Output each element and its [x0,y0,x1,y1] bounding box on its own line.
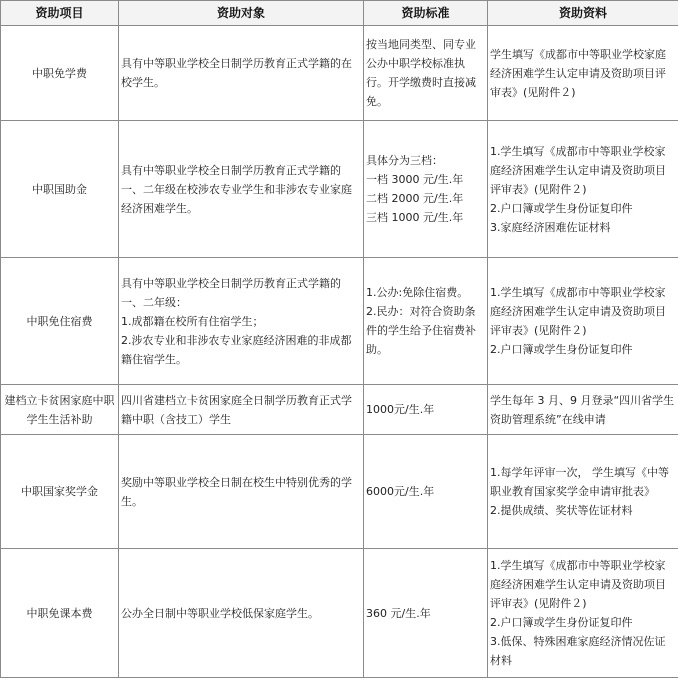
cell-standard-line: 1.公办:免除住宿费。 [366,286,469,299]
cell-target-line: 1.成都籍在校所有住宿学生； [121,314,264,328]
cell-target-line: 具有中等职业学校全日制学历教育正式学籍的在校学生。 [121,57,352,89]
cell-docs-line: 1.学生填写《成都市中等职业学校家庭经济困难学生认定申请及资助项目评审表》(见附件２) [490,559,666,610]
cell-docs-line: 2.提供成绩、奖状等佐证材料 [490,504,633,517]
cell-standard [364,549,488,678]
cell-target-line: 具有中等职业学校全日制学历教育正式学籍的一、二年级： [121,276,341,309]
cell-standard-line: 2.民办：对符合资助条件的学生给予住宿费补助。 [366,305,476,356]
cell-docs [488,258,678,385]
cell-target [119,121,364,258]
cell-docs-line: 学生每年 3 月、9 月登录“四川省学生资助管理系统”在线申请 [490,393,675,426]
cell-standard [364,385,488,435]
cell-target-line: 四川省建档立卡贫困家庭全日制学历教育正式学籍中职（含技工）学生 [121,393,352,426]
cell-item [1,258,119,385]
cell-target-line: 奖励中等职业学校全日制在校生中特别优秀的学生。 [121,475,352,508]
header-item: 资助项目 [1,1,119,26]
cell-item-line: 中职免学费 [32,66,87,80]
cell-docs-line: 学生填写《成都市中等职业学校家庭经济困难学生认定申请及资助项目评审表》(见附件２) [490,47,666,99]
cell-standard [364,258,488,385]
cell-docs-line: 3.家庭经济困难佐证材料 [490,220,611,234]
table-row [1,435,678,549]
cell-docs-line: 2.户口簿或学生身份证复印件 [490,616,633,629]
cell-target [119,26,364,121]
cell-docs [488,385,678,435]
cell-docs [488,549,678,678]
cell-docs [488,435,678,549]
cell-item [1,26,119,121]
cell-docs-line: 3.低保、特殊困难家庭经济情况佐证材料 [490,635,666,667]
table-row [1,385,678,435]
cell-item-line: 中职免课本费 [26,606,93,620]
cell-target-line: 公办全日制中等职业学校低保家庭学生。 [121,606,319,620]
cell-target-line: 2.涉农专业和非涉农专业家庭经济困难的非成都籍住宿学生。 [121,333,352,366]
cell-target [119,385,364,435]
cell-target-line: 具有中等职业学校全日制学历教育正式学籍的一、二年级在校涉农专业学生和非涉农专业家庭经济困难学生。 [121,163,352,215]
cell-standard-line: 按当地同类型、同专业公办中职学校标准执行。开学缴费时直接减免。 [366,38,476,108]
cell-docs-line: 1.每学年评审一次， 学生填写《中等职业教育国家奖学金申请审批表》 [490,466,669,498]
cell-item [1,385,119,435]
cell-item-line: 中职国助金 [32,182,87,196]
cell-item [1,121,119,258]
cell-standard-line: 三档 1000 元/生.年 [366,211,464,224]
cell-standard-line: 6000元/生.年 [366,485,435,498]
header-row [1,1,678,26]
cell-standard [364,435,488,549]
cell-standard-line: 1000元/生.年 [366,403,435,416]
cell-docs-line: 1.学生填写《成都市中等职业学校家庭经济困难学生认定申请及资助项目评审表》(见附件２) [490,286,666,337]
cell-docs [488,121,678,258]
cell-standard [364,26,488,121]
cell-standard [364,121,488,258]
table-row [1,121,678,258]
cell-item [1,435,119,549]
cell-target [119,258,364,385]
cell-standard-line: 一档 3000 元/生.年 [366,173,464,186]
cell-standard-line: 二档 2000 元/生.年 [366,192,464,205]
cell-docs-line: 2.户口簿或学生身份证复印件 [490,201,633,215]
cell-docs-line: 2.户口簿或学生身份证复印件 [490,343,633,356]
table-row [1,258,678,385]
cell-item-line: 中职国家奖学金 [21,485,98,498]
cell-target [119,435,364,549]
cell-target [119,549,364,678]
cell-item [1,549,119,678]
cell-item-line: 建档立卡贫困家庭中职学生生活补助 [4,393,115,426]
cell-item-line: 中职免住宿费 [26,314,93,328]
cell-docs-line: 1.学生填写《成都市中等职业学校家庭经济困难学生认定申请及资助项目评审表》(见附件２) [490,144,666,196]
table-row [1,549,678,678]
header-docs: 资助资料 [488,1,678,26]
table-row [1,26,678,121]
header-target: 资助对象 [119,1,364,26]
cell-standard-line: 具体分为三档： [366,154,443,167]
cell-docs [488,26,678,121]
cell-standard-line: 360 元/生.年 [366,606,431,620]
table-body [1,26,678,678]
header-standard: 资助标准 [364,1,488,26]
